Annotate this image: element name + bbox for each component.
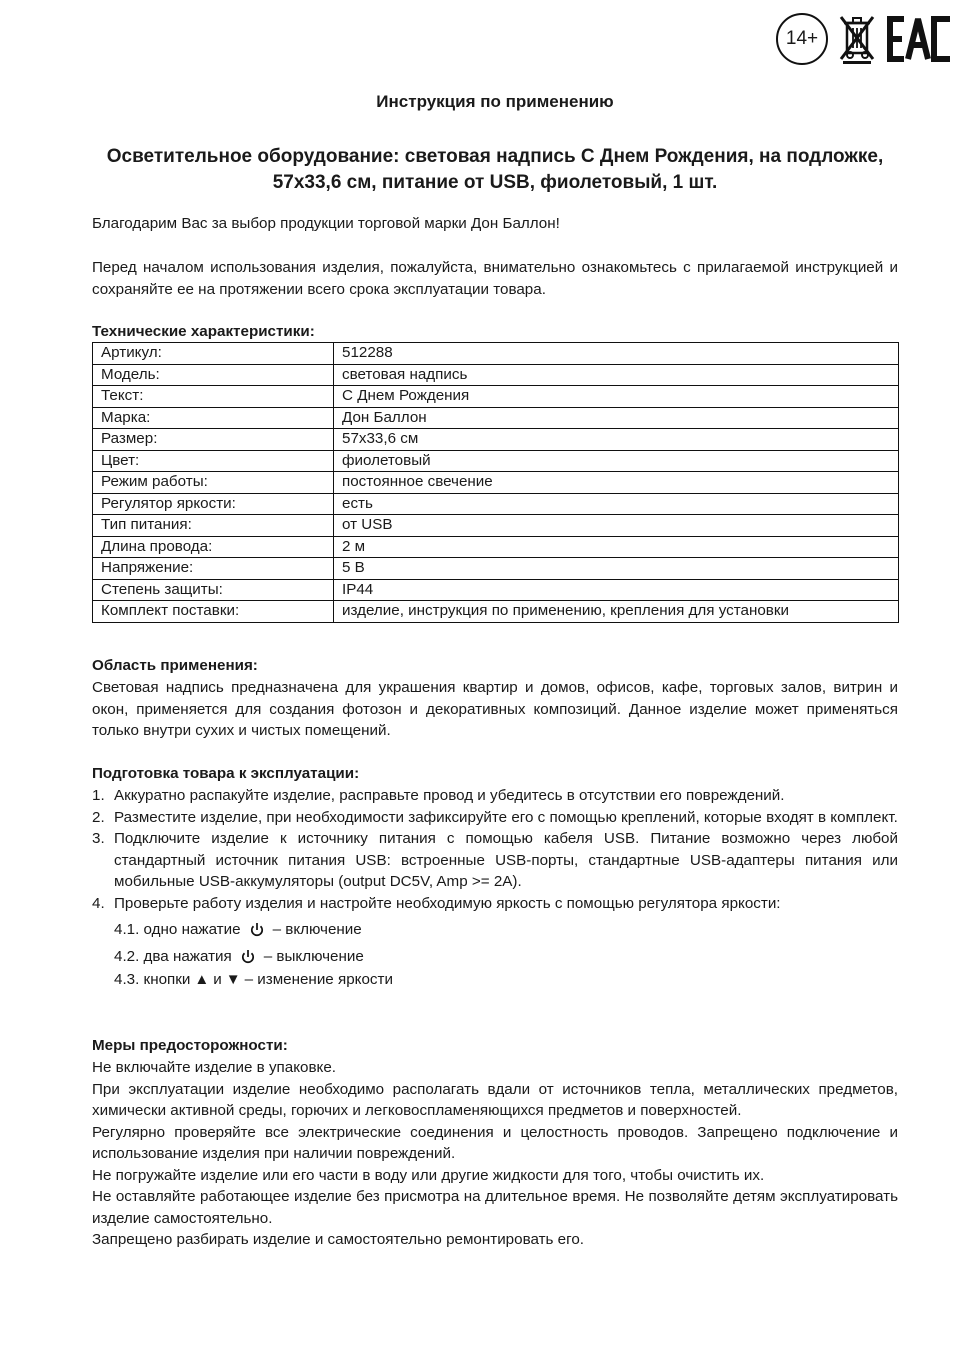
age-rating-badge xyxy=(776,13,828,65)
spec-label: Текст: xyxy=(93,386,334,408)
spec-label: Марка: xyxy=(93,407,334,429)
spec-value: 5 В xyxy=(334,558,899,580)
usage-text: Световая надпись предназначена для украшения квартир и домов, офисов, кафе, торговых залов, витрин и окон, применяется для создания фотозон и декоративных композиций. Данное изделие может применяться только внутри сухих и чистых помещений. xyxy=(92,679,898,739)
spec-label: Тип питания: xyxy=(93,515,334,537)
product-title-line-2: 57х33,6 см, питание от USB, фиолетовый, 1 шт. xyxy=(272,172,718,193)
triangle-up-icon: ▲ xyxy=(194,971,210,988)
prep-step xyxy=(92,828,898,893)
intro-text: Перед началом использования изделия, пожалуйста, внимательно ознакомьтесь с прилагаемой инструкцией и сохраняйте ее на протяжении всего срока эксплуатации товара. xyxy=(92,259,898,298)
spec-value: световая надпись xyxy=(334,364,899,386)
spec-label: Артикул: xyxy=(93,343,334,365)
specs-table xyxy=(92,342,899,623)
specs-row xyxy=(93,515,899,537)
sub-step-4-3-and: и xyxy=(213,971,222,988)
spec-value: постоянное свечение xyxy=(334,472,899,494)
spec-value: 57х33,6 см xyxy=(334,429,899,451)
sub-step-4-2-suffix: – выключение xyxy=(263,948,364,965)
specs-row xyxy=(93,601,899,623)
specs-row xyxy=(93,472,899,494)
prep-section xyxy=(92,785,898,990)
specs-row xyxy=(93,343,899,365)
spec-label: Размер: xyxy=(93,429,334,451)
spec-label: Степень защиты: xyxy=(93,579,334,601)
sub-step-4-3 xyxy=(92,969,898,990)
spec-label: Цвет: xyxy=(93,450,334,472)
step-number: 3. xyxy=(92,830,105,847)
safety-paragraph: При эксплуатации изделие необходимо располагать вдали от источников тепла, металлических предметов, химически активной среды, горючих и легковоспламеняющихся предметов и поверхностей. xyxy=(92,1080,898,1119)
spec-value: 512288 xyxy=(334,343,899,365)
spec-label: Режим работы: xyxy=(93,472,334,494)
usage-heading: Область применения: xyxy=(92,657,258,674)
sub-step-4-1 xyxy=(92,919,898,940)
certification-marks xyxy=(776,10,954,68)
spec-label: Напряжение: xyxy=(93,558,334,580)
step-text: Аккуратно распакуйте изделие, расправьте провод и убедитесь в отсутствии его повреждений. xyxy=(114,787,785,804)
safety-section xyxy=(92,1057,898,1251)
safety-heading: Меры предосторожности: xyxy=(92,1037,288,1054)
spec-label: Комплект поставки: xyxy=(93,601,334,623)
spec-value: от USB xyxy=(334,515,899,537)
specs-row xyxy=(93,536,899,558)
age-rating-text: 14+ xyxy=(785,28,819,49)
step-text: Разместите изделие, при необходимости зафиксируйте его с помощью креплений, которые входят в комплект. xyxy=(114,808,898,826)
sub-step-4-1-suffix: – включение xyxy=(272,921,362,938)
safety-paragraph: Запрещено разбирать изделие и самостоятельно ремонтировать его. xyxy=(92,1231,584,1248)
prep-step xyxy=(92,893,898,915)
safety-paragraph: Не включайте изделие в упаковке. xyxy=(92,1059,337,1076)
spec-value: С Днем Рождения xyxy=(334,386,899,408)
spec-value: IP44 xyxy=(334,579,899,601)
specs-heading: Технические характеристики: xyxy=(92,323,315,340)
specs-row xyxy=(93,493,899,515)
specs-row xyxy=(93,558,899,580)
spec-value: Дон Баллон xyxy=(334,407,899,429)
spec-label: Регулятор яркости: xyxy=(93,493,334,515)
triangle-down-icon: ▼ xyxy=(225,971,241,988)
specs-row xyxy=(93,386,899,408)
safety-paragraph: Не оставляйте работающее изделие без присмотра на длительное время. Не позволяйте детям эксплуатировать изделие самостоятельно. xyxy=(92,1188,898,1227)
eac-mark-icon xyxy=(886,14,954,64)
step-text: Подключите изделие к источнику питания с помощью кабеля USB. Питание возможно через любой стандартный источник питания USB: встроенные USB-порты, стандартные USB-адаптеры питания или мобильные USB-аккумуляторы (output DC5V, Amp >= 2A). xyxy=(114,830,898,890)
step-text: Проверьте работу изделия и настройте необходимую яркость с помощью регулятора яркости: xyxy=(114,894,781,912)
spec-value: изделие, инструкция по применению, крепления для установки xyxy=(334,601,899,623)
product-title-line-1: Осветительное оборудование: световая надпись С Днем Рождения, на подложке, xyxy=(106,146,884,167)
specs-row xyxy=(93,579,899,601)
power-icon xyxy=(249,922,265,938)
step-number: 1. xyxy=(92,787,105,804)
specs-row xyxy=(93,364,899,386)
spec-value: есть xyxy=(334,493,899,515)
sub-step-4-3-prefix: 4.3. кнопки xyxy=(114,971,191,988)
sub-step-4-3-suffix: – изменение яркости xyxy=(244,971,393,988)
power-icon xyxy=(240,949,256,965)
specs-row xyxy=(93,429,899,451)
prep-step xyxy=(92,807,898,829)
specs-row xyxy=(93,450,899,472)
safety-paragraph: Не погружайте изделие или его части в воду или другие жидкости для того, чтобы очистить их. xyxy=(92,1166,765,1184)
crossed-bin-icon xyxy=(838,13,876,65)
thanks-text: Благодарим Вас за выбор продукции торговой марки Дон Баллон! xyxy=(92,215,560,232)
step-number: 4. xyxy=(92,894,105,912)
spec-label: Модель: xyxy=(93,364,334,386)
sub-step-4-1-prefix: 4.1. одно нажатие xyxy=(114,921,241,938)
prep-step xyxy=(92,785,898,807)
specs-row xyxy=(93,407,899,429)
spec-label: Длина провода: xyxy=(93,536,334,558)
safety-paragraph: Регулярно проверяйте все электрические соединения и целостность проводов. Запрещено подключение и использование изделия при наличии повреждений. xyxy=(92,1123,898,1162)
prep-heading: Подготовка товара к эксплуатации: xyxy=(92,765,360,782)
spec-value: 2 м xyxy=(334,536,899,558)
prep-steps-list xyxy=(92,785,898,914)
sub-step-4-2-prefix: 4.2. два нажатия xyxy=(114,948,232,965)
document-title: Инструкция по применению xyxy=(376,92,614,111)
step-number: 2. xyxy=(92,808,105,826)
sub-step-4-2 xyxy=(92,946,898,967)
product-title xyxy=(92,144,898,196)
spec-value: фиолетовый xyxy=(334,450,899,472)
